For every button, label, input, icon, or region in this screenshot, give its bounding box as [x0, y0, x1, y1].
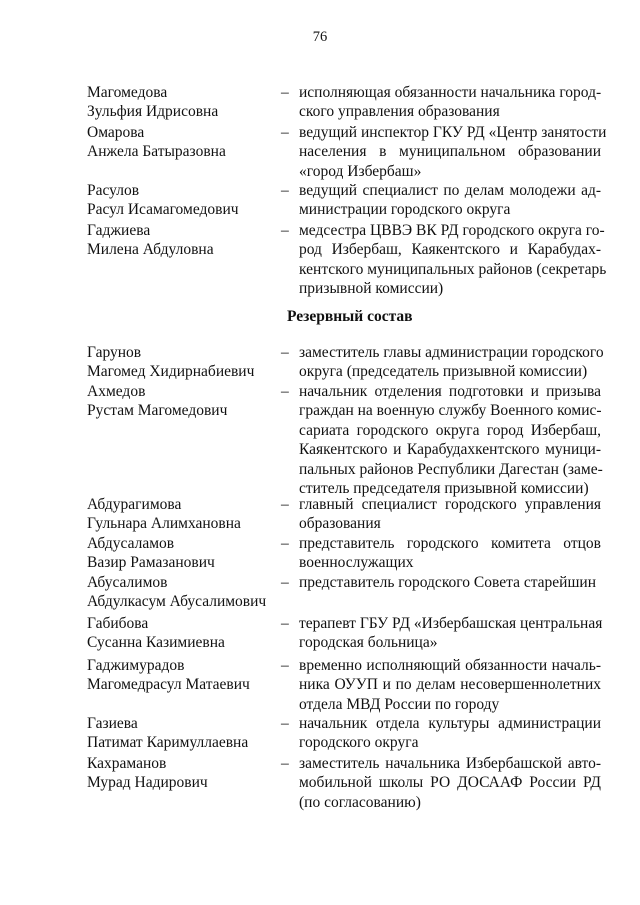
member-given-names: Вазир Рамазанович: [87, 554, 215, 572]
member-name: [87, 83, 287, 122]
dash-separator: –: [281, 535, 289, 552]
member-role: [299, 221, 607, 299]
member-given-names: Зульфия Идрисовна: [87, 103, 219, 121]
member-given-names: Магомедрасул Матаевич: [87, 676, 250, 694]
member-surname: Газиева: [87, 715, 138, 732]
role-line: министрации городского округа: [299, 201, 511, 219]
member-surname: Расулов: [87, 182, 140, 199]
page-number: 76: [312, 29, 328, 45]
member-surname: Абдурагимова: [87, 496, 182, 513]
member-given-names: Сусанна Казимиевна: [87, 634, 225, 652]
role-line: терапевт ГБУ РД «Избербашская центральная: [299, 615, 603, 632]
member-surname: Магомедова: [87, 84, 168, 101]
dash-separator: –: [281, 182, 289, 199]
member-name: [87, 534, 287, 573]
dash-separator: –: [281, 222, 289, 239]
role-line: городского округа: [299, 734, 419, 752]
member-surname: Гаджимурадов: [87, 657, 185, 674]
member-role: [299, 534, 601, 573]
dash-separator: –: [281, 344, 289, 361]
member-role: [299, 123, 607, 181]
member-given-names: Расул Исамагомедович: [87, 201, 239, 219]
dash-separator: –: [281, 84, 289, 101]
member-name: [87, 614, 287, 653]
role-line: временно исполняющий обязанности началь-: [299, 657, 601, 674]
role-line: мобильной школы РО ДОСААФ России РД: [299, 774, 601, 792]
member-surname: Ахмедов: [87, 383, 146, 400]
member-name: [87, 181, 287, 220]
member-surname: Абусалимов: [87, 574, 168, 591]
member-role: [299, 614, 601, 653]
member-role: [299, 83, 601, 122]
role-line: ского управления образования: [299, 103, 500, 121]
role-line: округа (председатель призывной комиссии): [299, 363, 588, 381]
member-name: [87, 754, 287, 793]
member-role: [299, 181, 601, 220]
member-name: [87, 221, 287, 260]
member-role: [299, 656, 601, 714]
role-line: ведущий инспектор ГКУ РД «Центр занятости: [299, 124, 607, 141]
dash-separator: –: [281, 496, 289, 513]
member-given-names: Анжела Батыразовна: [87, 143, 226, 161]
role-line: отдела МВД России по городу: [299, 695, 500, 713]
dash-separator: –: [281, 615, 289, 632]
member-surname: Гаджиева: [87, 222, 151, 239]
member-surname: Абдусаламов: [87, 535, 175, 552]
role-line: род Избербаш, Каякентского и Карабудах-: [299, 241, 601, 259]
member-given-names: Милена Абдуловна: [87, 241, 214, 259]
role-line: ника ОУУП и по делам несовершеннолетних: [299, 676, 601, 694]
role-line: кентского муниципальных районов (секретарь: [299, 260, 607, 278]
role-line: заместитель главы администрации городского: [299, 344, 604, 361]
role-line: исполняющая обязанности начальника город-: [299, 84, 602, 101]
member-name: [87, 343, 287, 382]
member-role: [299, 495, 601, 534]
reserve-section-heading: Резервный состав: [287, 308, 413, 325]
member-role: [299, 754, 601, 812]
member-role: [299, 343, 604, 382]
role-line: (по согласованию): [299, 793, 421, 811]
member-given-names: Мурад Надирович: [87, 774, 208, 792]
dash-separator: –: [281, 574, 289, 591]
member-surname: Габибова: [87, 615, 149, 632]
dash-separator: –: [281, 383, 289, 400]
role-line: медсестра ЦВВЭ ВК РД городского округа го-: [299, 222, 605, 239]
role-line: образования: [299, 515, 381, 533]
member-given-names: Магомед Хидирнабиевич: [87, 363, 255, 381]
role-line: призывной комиссии): [299, 280, 444, 298]
role-line: представитель городского Совета старейшин: [299, 574, 596, 591]
member-role: [299, 573, 601, 592]
dash-separator: –: [281, 657, 289, 674]
role-line: ведущий специалист по делам молодежи ад-: [299, 182, 601, 199]
member-surname: Омарова: [87, 124, 145, 141]
member-given-names: Патимат Каримуллаевна: [87, 734, 249, 752]
dash-separator: –: [281, 124, 289, 141]
role-line: начальник отдела культуры администрации: [299, 715, 601, 732]
role-line: заместитель начальника Избербашской авто-: [299, 755, 601, 772]
member-role: [299, 714, 601, 753]
role-line: ститель председателя призывной комиссии): [299, 480, 589, 498]
member-name: [87, 714, 287, 753]
role-line: граждан на военную службу Военного комис-: [299, 402, 602, 420]
dash-separator: –: [281, 755, 289, 772]
role-line: военнослужащих: [299, 554, 414, 572]
role-line: сариата городского округа город Избербаш,: [299, 421, 601, 439]
member-name: [87, 495, 287, 534]
member-name: [87, 656, 287, 695]
dash-separator: –: [281, 715, 289, 732]
member-surname: Гарунов: [87, 344, 142, 361]
role-line: начальник отделения подготовки и призыва: [299, 383, 601, 400]
member-given-names: Рустам Магомедович: [87, 402, 228, 420]
member-name: [87, 123, 287, 162]
role-line: пальных районов Республики Дагестан (заме-: [299, 460, 603, 478]
member-surname: Кахраманов: [87, 755, 167, 772]
member-given-names: Гульнара Алимхановна: [87, 515, 241, 533]
role-line: городская больница»: [299, 634, 438, 652]
member-name: [87, 382, 287, 421]
role-line: представитель городского комитета отцов: [299, 535, 601, 552]
member-name: [87, 573, 287, 612]
role-line: «город Избербаш»: [299, 162, 422, 180]
role-line: населения в муниципальном образовании: [299, 143, 601, 161]
member-role: [299, 382, 601, 498]
role-line: Каякентского и Карабудахкентского муници-: [299, 441, 601, 459]
member-given-names: Абдулкасум Абусалимович: [87, 593, 267, 611]
role-line: главный специалист городского управления: [299, 496, 601, 513]
